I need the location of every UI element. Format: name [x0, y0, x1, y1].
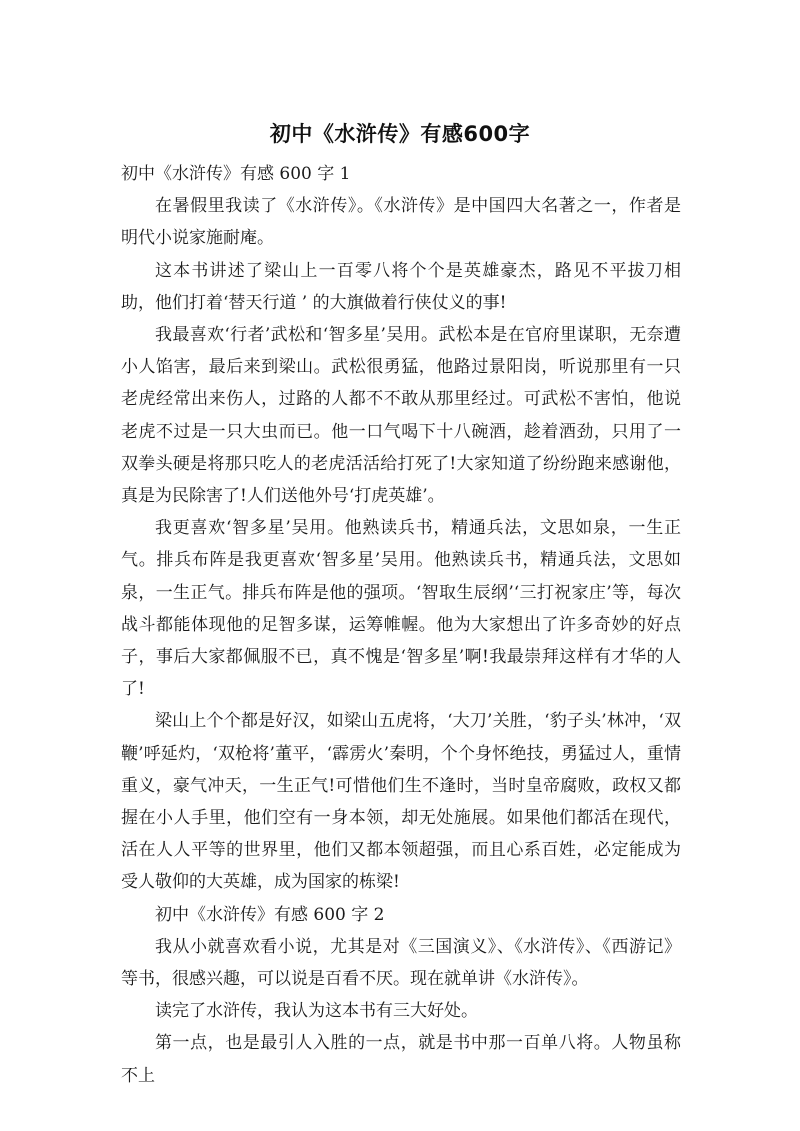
paragraph: 我更喜欢‘智多星’吴用。他熟读兵书，精通兵法，文思如泉，一生正气。排兵布阵是我更喜欢‘智多星’吴用。他熟读兵书，精通兵法，文思如泉，一生正气。排兵布阵是他的强项。‘智取生辰纲’‘三打祝家庄’等，每次战斗都能体现他的足智多谋，运筹帷幄。他为大家想出了许多奇妙的好点子，事后大家都佩服不已，真不愧是‘智多星’啊!我最崇拜这样有才华的人了!	[121, 518, 681, 700]
paragraph: 我从小就喜欢看小说，尤其是对《三国演义》、《水浒传》、《西游记》等书，很感兴趣，可以说是百看不厌。现在就单讲《水浒传》。	[121, 936, 681, 990]
paragraph: 第一点，也是最引人入胜的一点，就是书中那一百单八将。人物虽称不上	[121, 1033, 681, 1086]
paragraph: 我最喜欢‘行者’武松和‘智多星’吴用。武松本是在官府里谋职，无奈遭小人馅害，最后来到梁山。武松很勇猛，他路过景阳岗，听说那里有一只老虎经常出来伤人，过路的人都不不敢从那里经过。可武松不害怕，他说老虎不过是一只大虫而已。他一口气喝下十八碗酒，趁着酒劲，只用了一双拳头硬是将那只吃人的老虎活活给打死了!大家知道了纷纷跑来感谢他，真是为民除害了!人们送他外号‘打虎英雄’。	[121, 325, 681, 507]
document-body	[121, 158, 681, 1092]
paragraph: 梁山上个个都是好汉，如梁山五虎将，‘大刀’关胜，‘豹子头’林冲，‘双鞭’呼延灼，‘双枪将’董平，‘霹雳火’秦明，个个身怀绝技，勇猛过人，重情重义，豪气冲天，一生正气!可惜他们生不逢时，当时皇帝腐败，政权又都握在小人手里，他们空有一身本领，却无处施展。如果他们都活在现代，活在人人平等的世界里，他们又都本领超强，而且心系百姓，必定能成为受人敬仰的大英雄，成为国家的栋梁!	[121, 711, 681, 893]
paragraph: 这本书讲述了梁山上一百零八将个个是英雄豪杰，路见不平拔刀相助，他们打着‘替天行道 ’ 的大旗做着行侠仗义的事!	[121, 260, 681, 313]
section-heading-2: 初中《水浒传》有感 600 字 2	[155, 904, 385, 925]
section-heading-1: 初中《水浒传》有感 600 字 1	[121, 164, 351, 184]
document-title: 初中《水浒传》有感600字	[269, 122, 531, 146]
paragraph: 在暑假里我读了《水浒传》。《水浒传》是中国四大名著之一，作者是明代小说家施耐庵。	[121, 196, 681, 249]
paragraph: 读完了水浒传，我认为这本书有三大好处。	[155, 1001, 478, 1022]
